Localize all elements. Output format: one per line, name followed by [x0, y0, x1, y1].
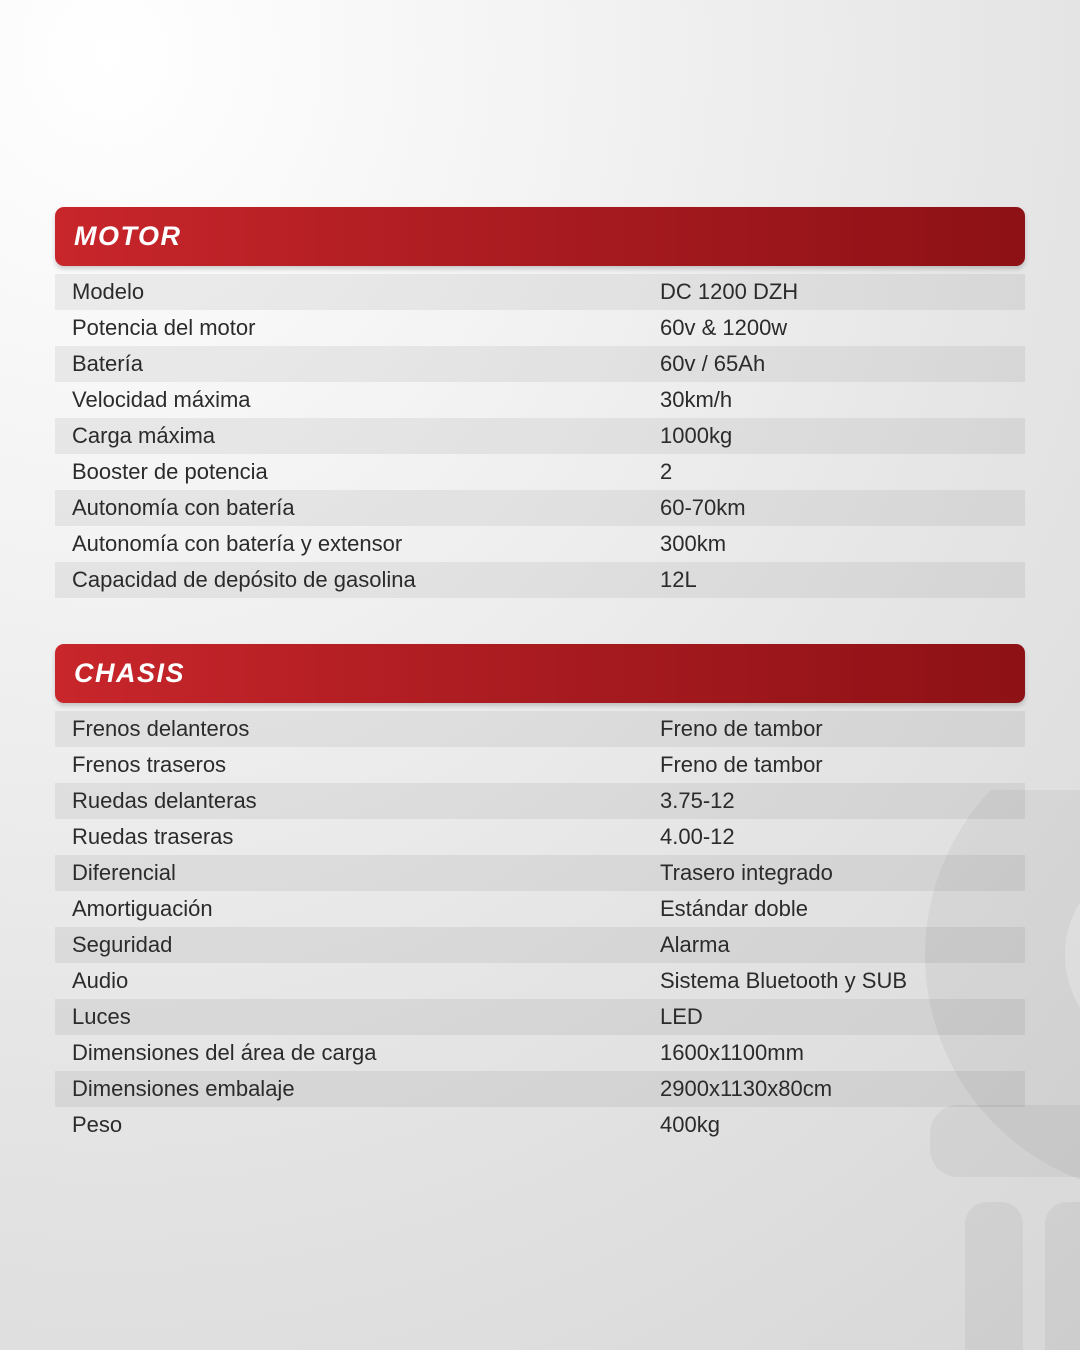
spec-row [55, 526, 1025, 562]
spec-value: Trasero integrado [660, 860, 833, 885]
spec-label: Modelo [72, 279, 145, 304]
spec-label: Booster de potencia [72, 459, 268, 484]
spec-label: Velocidad máxima [72, 387, 251, 412]
spec-label: Amortiguación [72, 896, 213, 921]
spec-label: Luces [72, 1004, 131, 1029]
spec-value: Estándar doble [660, 896, 808, 921]
spec-value: 60v & 1200w [660, 315, 788, 340]
spec-value: 300km [660, 531, 727, 556]
spec-row [55, 963, 1025, 999]
spec-row [55, 274, 1025, 310]
spec-row [55, 783, 1025, 819]
spec-label: Peso [72, 1112, 123, 1137]
spec-section-chasis [55, 644, 1025, 1143]
spec-row [55, 1107, 1025, 1143]
spec-label: Capacidad de depósito de gasolina [72, 567, 416, 592]
spec-row [55, 346, 1025, 382]
spec-row [55, 999, 1025, 1035]
spec-value: LED [660, 1004, 703, 1029]
spec-value: 2900x1130x80cm [660, 1076, 833, 1101]
spec-row [55, 855, 1025, 891]
spec-row [55, 310, 1025, 346]
spec-label: Carga máxima [72, 423, 216, 448]
spec-label: Autonomía con batería [72, 495, 295, 520]
spec-row [55, 382, 1025, 418]
spec-label: Autonomía con batería y extensor [72, 531, 403, 556]
spec-label: Frenos traseros [72, 752, 227, 777]
spec-row [55, 711, 1025, 747]
spec-value: 30km/h [660, 387, 733, 412]
spec-value: Sistema Bluetooth y SUB [660, 968, 908, 993]
section-header [55, 207, 1025, 266]
spec-value: Freno de tambor [660, 716, 823, 741]
spec-value: 12L [660, 567, 697, 592]
spec-row [55, 927, 1025, 963]
spec-rows [55, 274, 1025, 598]
spec-value: 4.00-12 [660, 824, 735, 849]
spec-label: Potencia del motor [72, 315, 256, 340]
spec-value: 3.75-12 [660, 788, 735, 813]
spec-value: 60-70km [660, 495, 746, 520]
spec-label: Batería [72, 351, 143, 376]
section-title-chasis: CHASIS [74, 658, 186, 688]
spec-value: DC 1200 DZH [660, 279, 799, 304]
spec-value: Alarma [660, 932, 730, 957]
spec-value: Freno de tambor [660, 752, 823, 777]
spec-row [55, 418, 1025, 454]
spec-rows [55, 711, 1025, 1143]
spec-label: Seguridad [72, 932, 173, 957]
spec-row [55, 454, 1025, 490]
spec-section-motor [55, 207, 1025, 598]
section-title-motor: MOTOR [74, 221, 182, 251]
spec-value: 60v / 65Ah [660, 351, 766, 376]
spec-row [55, 819, 1025, 855]
spec-row [55, 891, 1025, 927]
section-header [55, 644, 1025, 703]
spec-label: Dimensiones del área de carga [72, 1040, 377, 1065]
spec-value: 1000kg [660, 423, 733, 448]
spec-label: Frenos delanteros [72, 716, 250, 741]
spec-label: Dimensiones embalaje [72, 1076, 295, 1101]
spec-row [55, 1071, 1025, 1107]
spec-value: 400kg [660, 1112, 720, 1137]
spec-row [55, 562, 1025, 598]
spec-value: 2 [660, 459, 673, 484]
spec-label: Diferencial [72, 860, 176, 885]
spec-label: Audio [72, 968, 129, 993]
spec-value: 1600x1100mm [660, 1040, 804, 1065]
spec-row [55, 1035, 1025, 1071]
spec-label: Ruedas traseras [72, 824, 234, 849]
spec-label: Ruedas delanteras [72, 788, 257, 813]
spec-row [55, 747, 1025, 783]
spec-row [55, 490, 1025, 526]
